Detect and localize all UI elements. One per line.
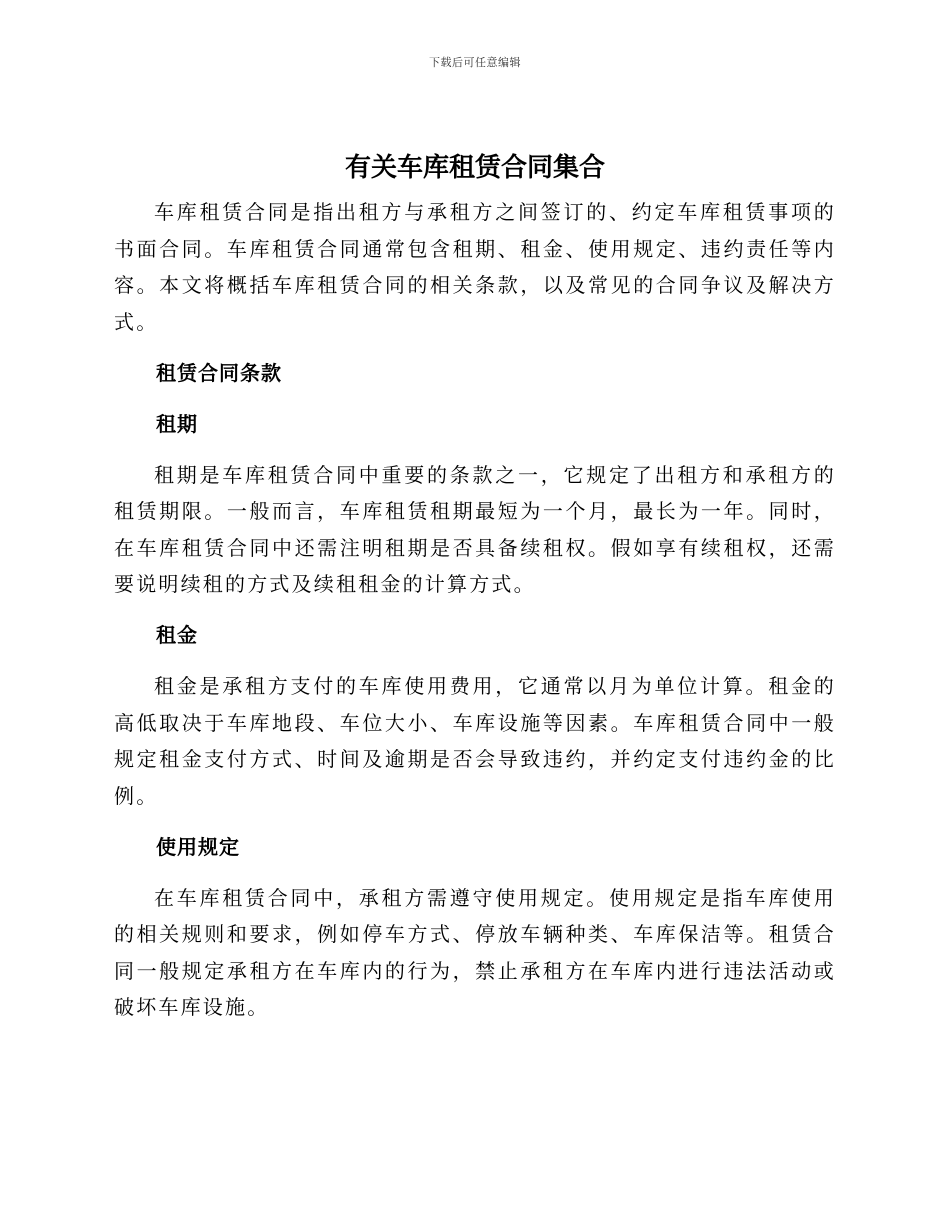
- header-note: 下载后可任意编辑: [429, 56, 521, 69]
- term-paragraph: 租期是车库租赁合同中重要的条款之一，它规定了出租方和承租方的租赁期限。一般而言，车库租赁租期最短为一个月，最长为一年。同时，在车库租赁合同中还需注明租期是否具备续租权。假如享有续租权，还需要说明续租的方式及续租租金的计算方式。: [114, 462, 836, 596]
- rent-paragraph: 租金是承租方支付的车库使用费用，它通常以月为单位计算。租金的高低取决于车库地段、车位大小、车库设施等因素。车库租赁合同中一般规定租金支付方式、时间及逾期是否会导致违约，并约定支付违约金的比例。: [114, 674, 836, 808]
- document-title: 有关车库租赁合同集合: [344, 153, 605, 183]
- intro-paragraph: 车库租赁合同是指出租方与承租方之间签订的、约定车库租赁事项的书面合同。车库租赁合同通常包含租期、租金、使用规定、违约责任等内容。本文将概括车库租赁合同的相关条款，以及常见的合同争议及解决方式。: [114, 200, 836, 334]
- heading-term: 租期: [156, 411, 198, 436]
- document-body: [114, 194, 836, 1026]
- heading-rent: 租金: [156, 623, 198, 647]
- usage-paragraph: 在车库租赁合同中，承租方需遵守使用规定。使用规定是指车库使用的相关规则和要求，例如停车方式、停放车辆种类、车库保洁等。租赁合同一般规定承租方在车库内的行为，禁止承租方在车库内进行违法活动或破坏车库设施。: [114, 885, 836, 1019]
- heading-usage: 使用规定: [156, 834, 240, 859]
- section-heading-clauses: 租赁合同条款: [156, 360, 282, 385]
